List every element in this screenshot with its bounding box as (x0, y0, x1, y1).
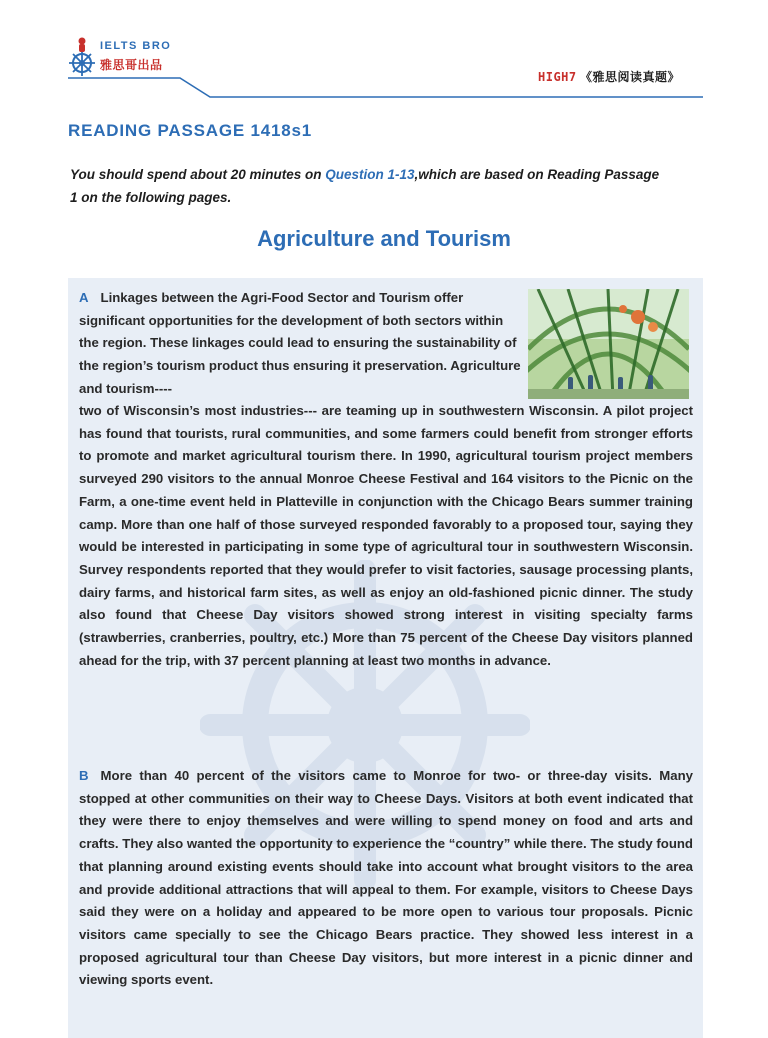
series-code: HIGH7 (538, 70, 577, 84)
header-divider (0, 0, 768, 110)
brand-name-cn: 雅思哥出品 (100, 58, 163, 72)
instruction-after: ,which are based on Reading Passage 1 on the following pages. (70, 167, 660, 205)
paragraph-a-intro (79, 287, 524, 401)
series-title: 《雅思阅读真题》 (579, 70, 680, 84)
paragraph-a-body: two of Wisconsin’s most industries--- are teaming up in southwestern Wisconsin. A pilot project has found that tourists, rural communities, and some farmers could benefit from stronger efforts to promote and market agricultural tourism there. In 1990, agricultural tourism project members surveyed 290 visitors to the annual Monroe Cheese Festival and 164 visitors to the Picnic on the Farm, a one-time event held in Platteville in conjunction with the Chicago Bears summer training camp. More than one half of those surveyed responded favorably to a proposed tour, saying they would be interested in participating in some type of agricultural tour in southwestern Wisconsin. Survey respondents reported that they would prefer to visit factories, sausage processing plants, dairy farms, and historical farm sites, as well as enjoy an old-fashioned picnic dinner. The study also found that Cheese Day visitors showed strong interest in visiting specialty farms (strawberries, cranberries, poultry, etc.) More than 75 percent of the Cheese Day visitors planned ahead for the trip, with 37 percent planning at least two months in advance. (79, 403, 693, 668)
series-label (538, 68, 680, 85)
instruction-before: You should spend about 20 minutes on (70, 167, 326, 182)
article-title: Agriculture and Tourism (257, 226, 511, 251)
paragraph-a-text-1: Linkages between the Agri-Food Sector and Tourism offer significant opportunities for the development of both sectors within the region. These linkages could lead to ensuring the sustainability of the region’s tourism product thus ensuring it preservation. Agriculture and tourism---- (79, 290, 521, 396)
paragraph-b-text: More than 40 percent of the visitors came to Monroe for two- or three-day visits. Many stopped at other communities on their way to Cheese Days. Visitors at both event indicated that they were there to enjoy themselves and were willing to spend money on food and arts and crafts. They also wanted the opportunity to experience the “country” while there. The study found that planning around existing events should take into account what brought visitors to the area and provide additional attractions that will appeal to them. For example, visitors to Cheese Days said they were on a holiday and appeared to be more open to various tour proposals. Picnic visitors came specially to see the Chicago Bears practice. They showed less interest in a proposed agricultural tour than Cheese Day visitors, but more interest in a picnic dinner and viewing sports event. (79, 768, 693, 988)
brand-name-en: IELTS BRO (100, 40, 172, 52)
paragraph-letter-b: B (79, 768, 89, 783)
paragraph-b (79, 765, 693, 992)
passage-title: READING PASSAGE 1418s1 (68, 121, 313, 140)
question-range-link: Question 1-13 (325, 167, 415, 182)
instruction-text (70, 163, 670, 209)
ship-wheel-logo-icon (68, 36, 96, 76)
greenhouse-photo (528, 289, 689, 399)
paragraph-letter-a: A (79, 290, 89, 305)
